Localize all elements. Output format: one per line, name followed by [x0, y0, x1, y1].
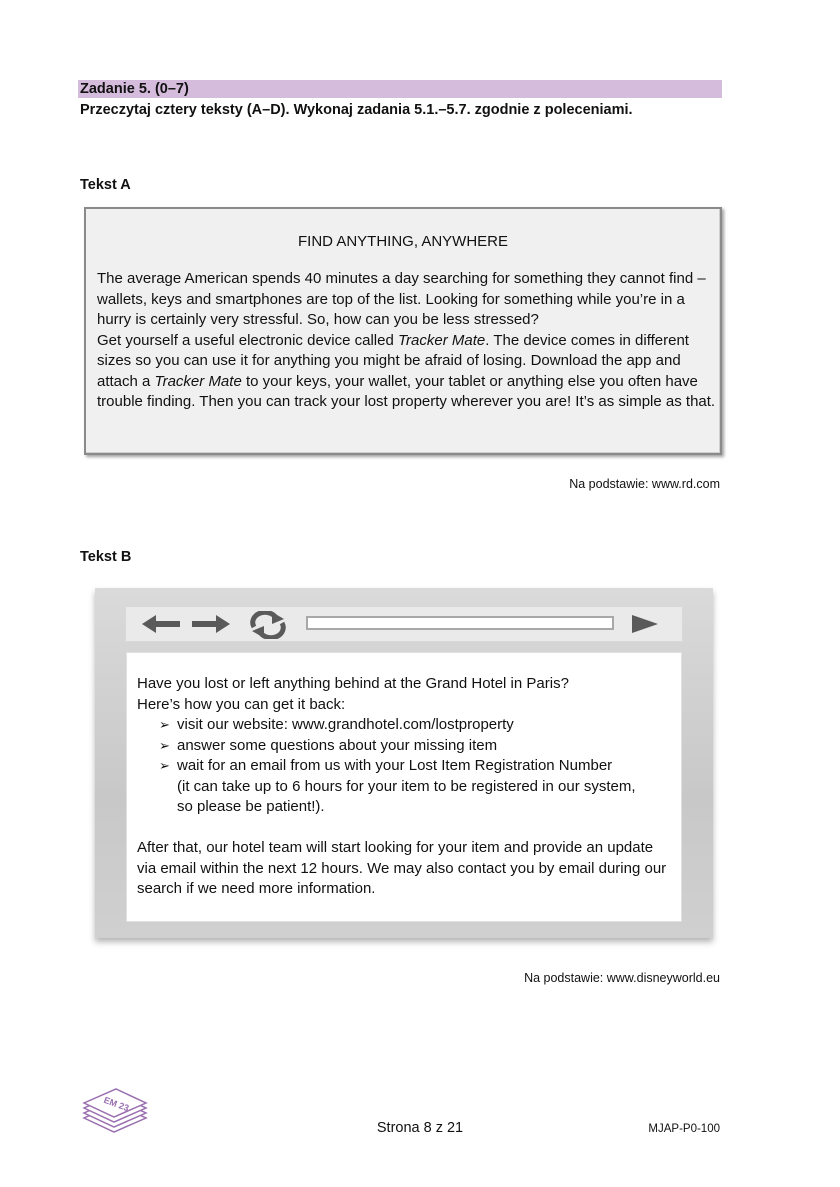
text-a-paragraph-2-end: to your keys, your wallet, your tablet or anything else you often have trouble finding. Then you can track your lost property wherever you are! It’s as simple as that.	[97, 372, 716, 410]
arrow-bullet-icon: ➢	[159, 717, 170, 732]
refresh-icon	[246, 611, 290, 639]
step-note: so please be patient!).	[177, 798, 325, 815]
arrow-bullet-icon: ➢	[159, 758, 170, 773]
text-a-title: FIND ANYTHING, ANYWHERE	[297, 233, 509, 250]
go-triangle-icon	[630, 611, 660, 637]
text-a-paragraph-2-start: Get yourself a useful electronic device called	[97, 331, 398, 349]
list-item: ➢ visit our website: www.grandhotel.com/lostproperty	[137, 715, 667, 736]
task-instruction: Przeczytaj cztery teksty (A–D). Wykonaj zadania 5.1.–5.7. zgodnie z poleceniami.	[80, 102, 633, 118]
logo-text: EM 23	[102, 1094, 131, 1114]
list-item: ➢ answer some questions about your missing item	[137, 736, 667, 757]
text-b-steps	[137, 715, 667, 818]
text-a-paragraph-2-mid: . The device comes in different sizes so you can use it for anything you might be afraid of losing. Download the app and attach a	[97, 331, 689, 390]
text-a-box	[84, 207, 722, 455]
text-b-source: Na podstawie: www.disneyworld.eu	[524, 971, 720, 985]
step-note: (it can take up to 6 hours for your item to be registered in our system,	[177, 777, 636, 795]
text-a-source: Na podstawie: www.rd.com	[569, 477, 720, 491]
forward-arrow-icon	[192, 611, 232, 637]
product-name: Tracker Mate	[154, 372, 242, 390]
text-a-paragraph-1: The average American spends 40 minutes a day searching for something they cannot find – wallets, keys and smartphones are top of the list. Looking for something while you’re in a hurry is certainly very stressful. So, how can you be less stressed?	[97, 270, 706, 328]
text-a-body	[97, 269, 717, 413]
page-number: Strona 8 z 21	[376, 1120, 464, 1136]
task-header: Zadanie 5. (0–7)	[78, 80, 722, 98]
product-name: Tracker Mate	[398, 331, 486, 349]
address-bar	[306, 616, 614, 630]
text-b-body	[137, 674, 667, 900]
text-b-intro-1: Have you lost or left anything behind at the Grand Hotel in Paris?	[137, 675, 569, 692]
document-code: MJAP-P0-100	[648, 1123, 720, 1135]
text-a-label: Tekst A	[80, 177, 131, 193]
list-item: ➢ wait for an email from us with your Lost Item Registration Number (it can take up to 6 hours for your item to be registered in our system, so please be patient!).	[159, 757, 636, 815]
browser-toolbar	[125, 606, 683, 642]
text-b-label: Tekst B	[80, 549, 132, 565]
text-b-intro-2: Here’s how you can get it back:	[137, 695, 346, 713]
browser-page-content	[126, 652, 682, 922]
browser-window-illustration	[95, 588, 713, 938]
arrow-bullet-icon: ➢	[159, 737, 170, 753]
text-b-closing: After that, our hotel team will start looking for your item and provide an update via email within the next 12 hours. We may also contact you by email during our search if we need more information.	[137, 839, 667, 897]
back-arrow-icon	[142, 611, 182, 637]
